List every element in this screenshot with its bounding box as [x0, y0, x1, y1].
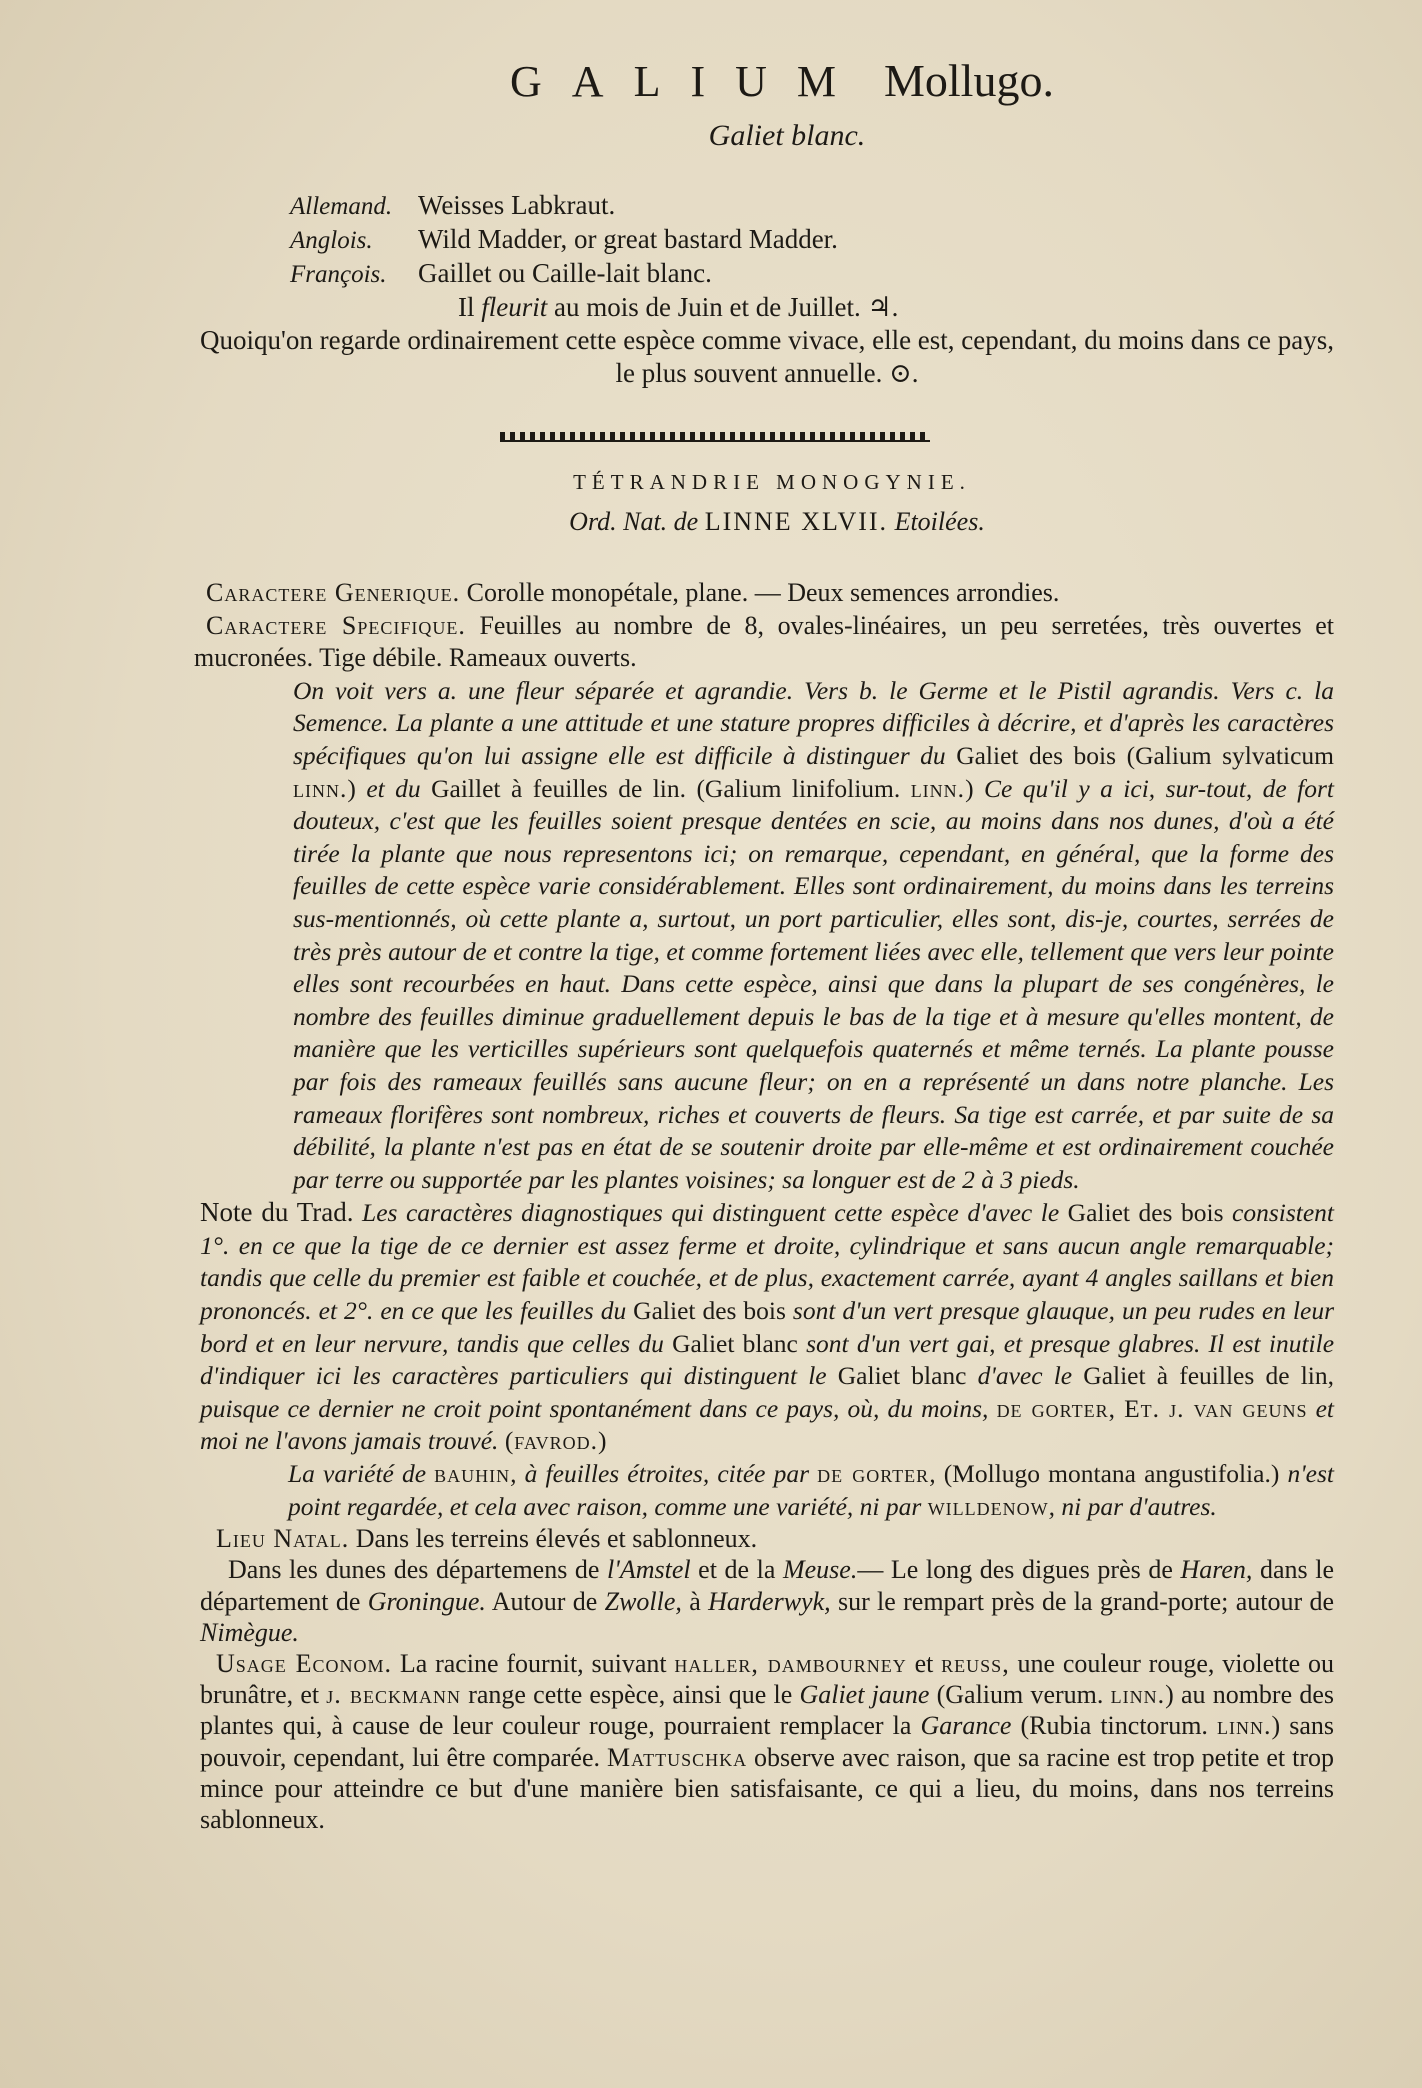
genus-name: GALIUM — [510, 57, 866, 106]
text: (Mollugo montana angustifolia.) — [943, 1459, 1280, 1489]
text: puisque ce dernier ne croit point spontanément dans ce pays, où, du moins, — [200, 1393, 997, 1423]
text: haller, dambourney — [674, 1649, 907, 1679]
text: willdenow — [927, 1491, 1049, 1521]
text: sont d'un vert gai, et presque glabres. Il est inutile d'indiquer ici les caractères particuliers qui distinguent le — [200, 1328, 1335, 1391]
text: , — [929, 1459, 944, 1489]
text: Groningue. — [367, 1586, 486, 1616]
text: linn. — [293, 773, 348, 803]
text: range cette espèce, ainsi que le — [461, 1680, 800, 1710]
text: observe avec raison, que sa racine est trop petite et trop mince pour atteindre ce but d'une manière bien satisfaisante, ce qui a lieu, du moins, dans nos terreins sablonneux. — [200, 1742, 1334, 1835]
text: de gorter, — [996, 1393, 1116, 1423]
text: LINNE XLVII. — [704, 507, 889, 536]
linnaean-class: TÉTRANDRIE MONOGYNIE. — [573, 470, 971, 494]
text: Galiet des bois (Galium sylvaticum — [956, 740, 1334, 770]
text: et de la — [690, 1555, 783, 1585]
text: Haren, — [1180, 1555, 1253, 1585]
text: Gaillet à feuilles de lin. (Galium linifolium. — [431, 773, 911, 803]
text: Galiet des bois — [1067, 1198, 1224, 1228]
text: Galiet blanc — [672, 1328, 798, 1358]
name-row — [290, 223, 1334, 257]
vernacular-names — [200, 189, 1334, 291]
text: — Le long des digues près de — [857, 1555, 1181, 1585]
text: linn. — [1110, 1680, 1166, 1710]
text: Ce qu'il y a ici, sur-tout, de fort douteux, c'est que les feuilles soient presque dentées en scie, au moins dans nos dunes, d'où a été tirée la plante que nous representons ici; on remarque, cependant, en général, que la forme des feuilles de cette espèce varie considérablement. Elles sont ordinairement, du moins dans les terreins sus-mentionnés, où cette plante a, surtout, un port particulier, elles sont, dis-je, courtes, serrées de très près autour de et contre la tige, et comme fortement liées avec elle, tellement que vers leur pointe elles sont recourbées en haut. Dans cette espèce, ainsi que dans la plupart de ses congénères, le nombre des feuilles diminue graduellement depuis le bas de la tige et à mesure qu'elles montent, de manière que les verticilles supérieurs sont quelquefois quaternés et même ternés. La plante pousse par fois des rameaux feuillés sans aucune fleur; on en a représenté un dans notre planche. Les rameaux florifères sont nombreux, riches et couverts de fleurs. Sa tige est carrée, et par suite de sa débilité, la plante n'est pas en état de se soutenir droite par elle-même et est ordinairement couchée par terre ou supportée par les plantes voisines; sa longuer est de 2 à 3 pieds. — [293, 773, 1335, 1194]
text: Galiet blanc — [837, 1361, 967, 1391]
text: Ord. Nat. de — [569, 507, 705, 536]
text: Les caractères diagnostiques qui distinguent cette espèce d'avec le — [353, 1198, 1068, 1228]
text: La racine fournit, suivant — [392, 1649, 675, 1679]
vernacular-name: Wild Madder, or great bastard Madder. — [418, 224, 838, 254]
text: Corolle monopétale, plane. — Deux semences arrondies. — [460, 578, 1060, 607]
text: Nimègue. — [200, 1617, 299, 1647]
text: (favrod.) — [504, 1426, 608, 1456]
name-row — [290, 257, 1334, 291]
text: Meuse. — [782, 1555, 858, 1585]
section-label: Note du Trad. — [200, 1197, 354, 1228]
text: On voit vers a. une fleur séparée et agrandie. Vers b. le Germe et le Pistil agrandis. Vers c. la Semence. La plante a une attitude et une stature propres difficiles à décrire, et d'après les caractères spécifiques qu'on lui assigne elle est difficile à distinguer du — [293, 675, 1334, 770]
page-title — [230, 50, 1334, 113]
text: n'est point regardée, et cela avec raison, comme une variété, ni par — [288, 1459, 1334, 1521]
text: Galiet jaune — [799, 1680, 930, 1710]
text: ) — [347, 773, 356, 803]
section-label: Caractere Specifique. — [206, 610, 466, 640]
text: de gorter — [817, 1459, 930, 1489]
translator-note — [200, 1196, 1334, 1458]
generic-character — [200, 577, 1334, 610]
text: ) — [965, 773, 974, 803]
text: , ni par d'autres. — [1048, 1491, 1217, 1521]
text: Harderwyk, — [708, 1586, 831, 1616]
text: , à feuilles étroites, citée par — [510, 1459, 818, 1489]
text: linn. — [1217, 1711, 1272, 1741]
variety-note — [200, 1458, 1334, 1523]
text: Dans les dunes des départemens de — [228, 1555, 608, 1585]
vernacular-name: Gaillet ou Caille-lait blanc. — [418, 258, 712, 288]
text: Zwolle, — [604, 1586, 682, 1616]
section-label: Caractere Generique. — [206, 578, 461, 607]
text: et moi ne l'avons jamais trouvé. — [200, 1393, 1335, 1456]
text: ) au nombre des plantes qui, à cause de leur couleur rouge, pourraient remplacer la — [200, 1680, 1334, 1741]
text: Feuilles au nombre de 8, ovales-linéaires, un peu serretées, très ouvertes et mucronées. Tige débile. Rameaux ouverts. — [194, 610, 1334, 673]
text: fleurit — [481, 292, 548, 322]
text: d'avec le — [966, 1361, 1084, 1391]
economic-use — [200, 1648, 1334, 1835]
language-label: Anglois. — [290, 227, 373, 254]
text: (Galium verum. — [929, 1680, 1111, 1710]
text: consistent 1°. en ce que la tige de ce dernier est assez ferme et droite, cylindrique et sans aucun angle remarquable; tandis que celle du premier est faible et couchée, et de plus, exactement carrée, ayant 4 angles saillans et bien prononcés. et 2°. en ce que les feuilles du — [200, 1198, 1334, 1326]
text: et — [906, 1649, 942, 1679]
specific-character — [194, 610, 1334, 675]
text: dans le département de — [200, 1555, 1334, 1616]
name-row — [290, 189, 1334, 223]
common-name: Galiet blanc. — [708, 119, 866, 152]
section-label: Lieu Natal. — [216, 1524, 350, 1554]
text: Galiet à feuilles de lin, — [1083, 1361, 1334, 1391]
text: Autour de — [485, 1586, 605, 1616]
habitat-localities — [200, 1554, 1334, 1648]
flowering-period — [200, 291, 1334, 324]
text: au mois de Juin et de Juillet. ♃. — [547, 292, 899, 322]
vernacular-name: Weisses Labkraut. — [418, 190, 616, 220]
text: bauhin — [434, 1459, 511, 1489]
text: l'Amstel — [607, 1555, 691, 1585]
text: linn. — [910, 773, 966, 803]
language-label: Allemand. — [290, 193, 393, 220]
text: et du — [355, 773, 432, 803]
text: Etoilées. — [888, 507, 985, 536]
natural-order — [220, 507, 1334, 537]
text: sur le rempart près de la grand-porte; autour de — [830, 1586, 1335, 1616]
text: reuss, — [941, 1649, 1010, 1679]
duration-note: Quoiqu'on regarde ordinairement cette espèce comme vivace, elle est, cependant, du moins dans ce pays, le plus souvent annuelle. ⊙. — [200, 325, 1334, 388]
text: (Rubia tinctorum. — [1011, 1711, 1217, 1741]
text: Et. j. van geuns — [1124, 1393, 1308, 1423]
language-label: François. — [290, 261, 387, 288]
text: La variété de — [288, 1459, 435, 1489]
section-label: Usage Econom. — [216, 1649, 392, 1679]
text: ) sans pouvoir, cependant, lui être comparée. — [200, 1711, 1334, 1772]
text: Garance — [920, 1711, 1012, 1741]
text: j. beckmann — [326, 1680, 462, 1710]
text: Dans les terreins élevés et sablonneux. — [349, 1524, 758, 1554]
habitat-heading — [200, 1523, 1334, 1554]
text: Mattuschka — [606, 1742, 748, 1772]
text: Galiet des bois — [633, 1296, 786, 1326]
text: une couleur rouge, violette ou brunâtre, et — [200, 1649, 1335, 1710]
text: sont d'un vert presque glauque, un peu rudes en leur bord et en leur nervure, tandis que celles du — [200, 1296, 1334, 1358]
text: à — [681, 1586, 709, 1616]
ornamental-divider — [500, 432, 930, 442]
text: Il — [458, 292, 482, 322]
species-name: Mollugo. — [884, 55, 1054, 106]
plant-description — [200, 675, 1334, 1197]
